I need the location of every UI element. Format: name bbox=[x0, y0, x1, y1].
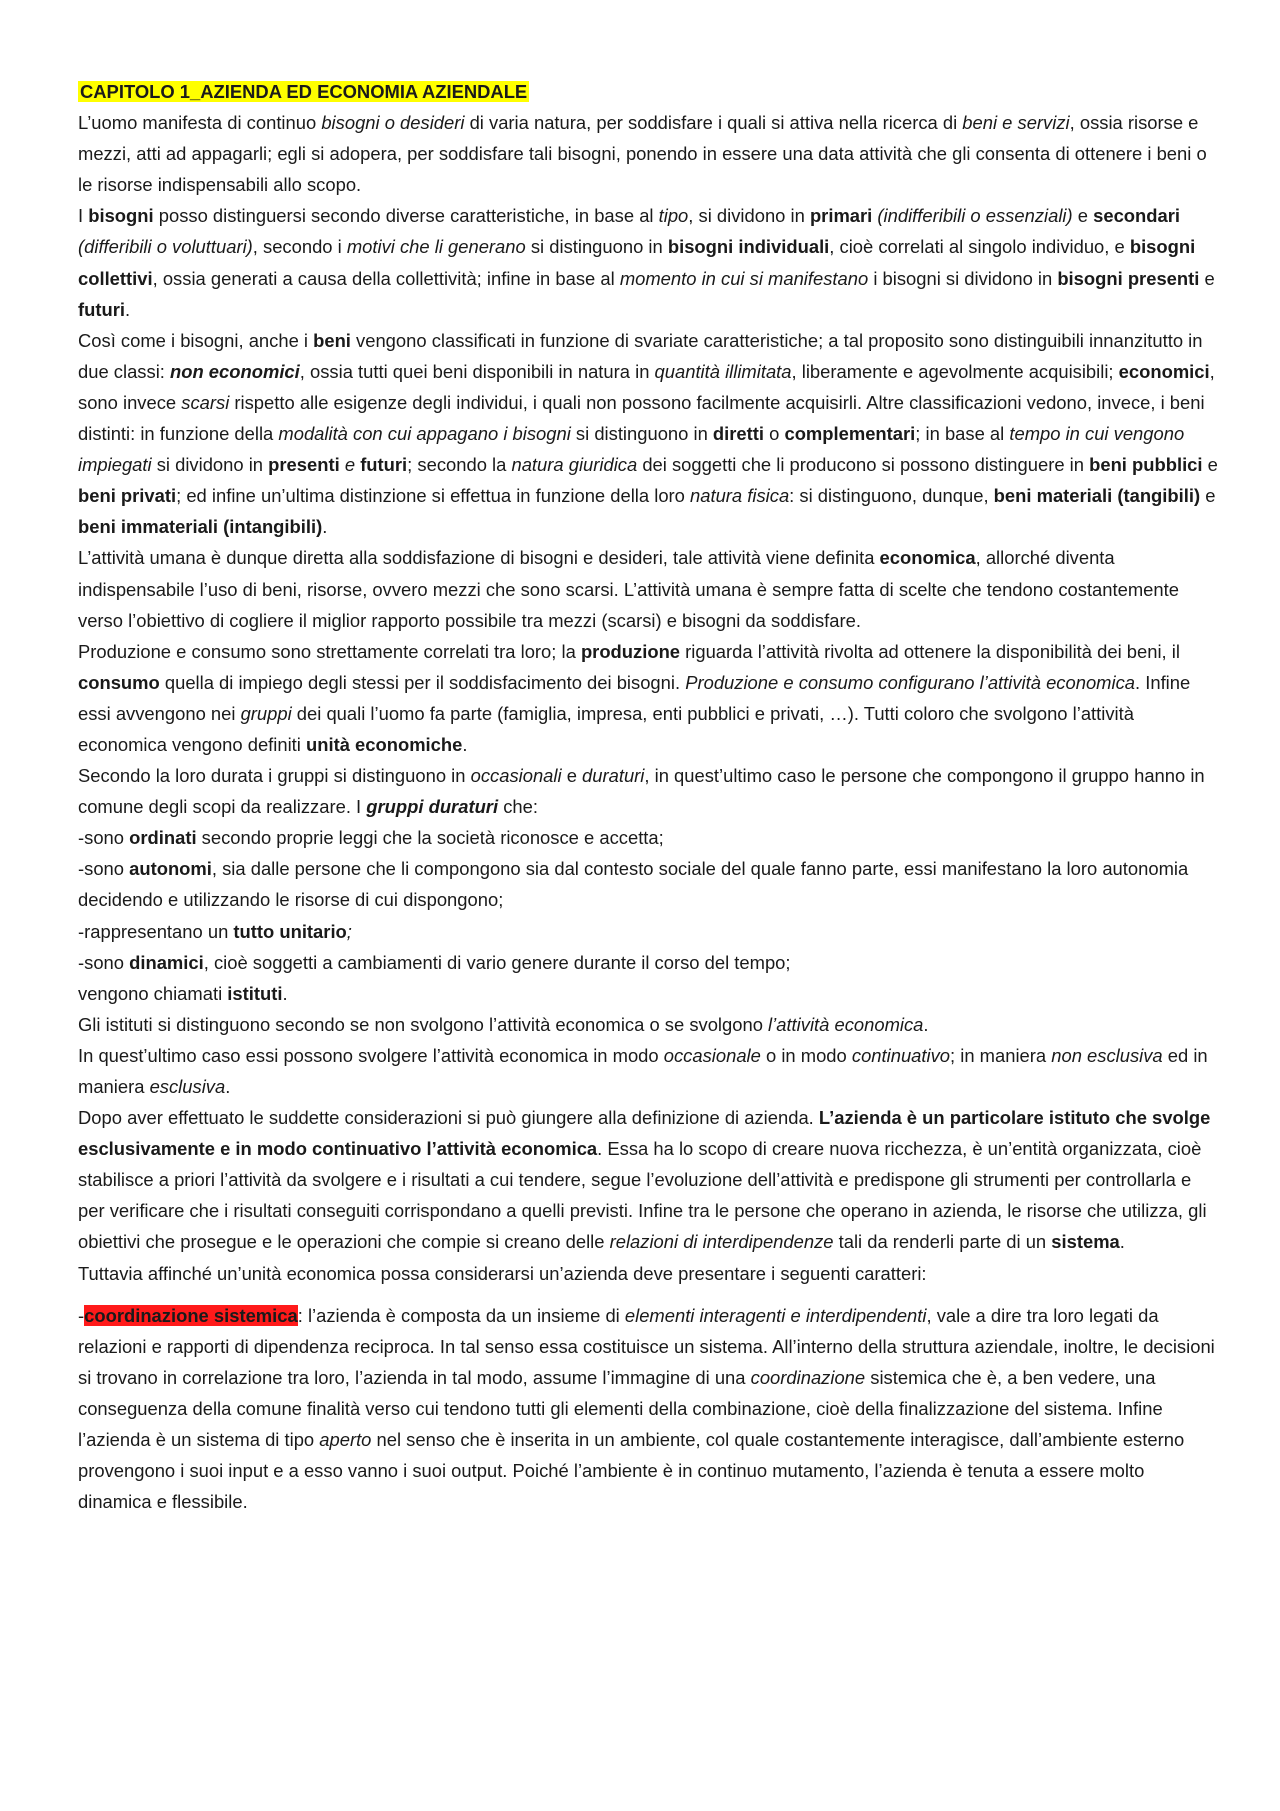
body-paragraph bbox=[78, 542, 1218, 635]
text-run: posso distinguersi secondo diverse caratteristiche, in base al bbox=[153, 205, 659, 227]
body-paragraph bbox=[78, 1009, 1218, 1040]
italic-term: momento in cui si manifestano bbox=[619, 267, 869, 289]
text-run: riguarda l’attività rivolta ad ottenere la disponibilità dei beni, il bbox=[680, 640, 1180, 662]
bold-term: economici bbox=[1118, 360, 1210, 382]
italic-term: occasionale bbox=[663, 1044, 761, 1066]
body-paragraph bbox=[78, 978, 1218, 1009]
text-run: . bbox=[225, 1076, 231, 1097]
text-run: ed in maniera bbox=[78, 1044, 1208, 1097]
body-paragraph bbox=[78, 107, 1218, 200]
italic-term: Produzione e consumo configurano l’attività economica bbox=[685, 671, 1136, 693]
bold-term: futuri bbox=[78, 298, 125, 320]
text-run: di varia natura, per soddisfare i quali si attiva nella ricerca di bbox=[464, 112, 963, 134]
italic-term: tempo in cui vengono impiegati bbox=[78, 423, 1185, 476]
text-run: , ossia generati a causa della collettività; infine in base al bbox=[152, 267, 620, 289]
text-run: e bbox=[561, 765, 583, 787]
body-paragraph bbox=[78, 916, 1218, 947]
text-run: vengono chiamati bbox=[78, 982, 228, 1004]
italic-term: non esclusiva bbox=[1051, 1044, 1163, 1066]
italic-term: scarsi bbox=[181, 391, 230, 413]
bold-term: sistema bbox=[1051, 1231, 1120, 1253]
text-run: Così come i bisogni, anche i bbox=[78, 329, 314, 351]
body-paragraph bbox=[78, 853, 1218, 915]
highlighted-term: coordinazione sistemica bbox=[84, 1304, 298, 1326]
bold-term: beni materiali (tangibili) bbox=[993, 485, 1201, 507]
italic-term: aperto bbox=[319, 1429, 372, 1451]
body-paragraph bbox=[78, 200, 1218, 324]
italic-term: elementi interagenti e interdipendenti bbox=[624, 1304, 927, 1326]
bold-term: beni immateriali (intangibili) bbox=[78, 516, 323, 538]
text-run: -sono bbox=[78, 951, 130, 973]
text-run: e bbox=[1200, 485, 1216, 507]
text-run: ; in base al bbox=[915, 423, 1010, 445]
text-run: L’attività umana è dunque diretta alla soddisfazione di bisogni e desideri, tale attività viene definita bbox=[78, 547, 880, 569]
text-run: -rappresentano un bbox=[78, 920, 234, 942]
text-run: si dividono in bbox=[151, 454, 269, 476]
text-run: . bbox=[322, 516, 328, 538]
bold-term: unità economiche bbox=[306, 733, 463, 755]
text-run: , si dividono in bbox=[688, 205, 810, 227]
text-run: e bbox=[1072, 205, 1094, 227]
text-run: In quest’ultimo caso essi possono svolgere l’attività economica in modo bbox=[78, 1044, 664, 1066]
bold-term: presenti bbox=[268, 454, 340, 476]
italic-term: motivi che li generano bbox=[346, 236, 526, 258]
paragraph-gap bbox=[78, 1289, 1218, 1300]
italic-term: natura giuridica bbox=[511, 454, 638, 476]
body-paragraph bbox=[78, 760, 1218, 822]
text-run: -sono bbox=[78, 827, 130, 849]
text-run: o in modo bbox=[760, 1044, 852, 1066]
final-paragraph bbox=[78, 1300, 1218, 1518]
italic-term: (indifferibili o essenziali) bbox=[877, 205, 1073, 227]
text-run: Produzione e consumo sono strettamente correlati tra loro; la bbox=[78, 640, 581, 662]
text-run: , secondo i bbox=[252, 236, 347, 258]
text-run: sistemica che è, a ben vedere, una conseguenza della comune finalità verso cui tendono tutti gli elementi della combinazione, cioè della finalizzazione del sistema. Infine l’azienda è un sistema di tipo bbox=[78, 1366, 1163, 1451]
text-run: , sono invece bbox=[78, 360, 1215, 413]
italic-term: esclusiva bbox=[149, 1076, 226, 1097]
text-run: , ossia tutti quei beni disponibili in natura in bbox=[299, 360, 655, 382]
text-run: - bbox=[78, 1304, 85, 1326]
text-run: si distinguono in bbox=[570, 423, 713, 445]
text-run: . bbox=[923, 1013, 929, 1035]
text-run: , cioè soggetti a cambiamenti di vario genere durante il corso del tempo; bbox=[203, 951, 791, 973]
italic-term: continuativo bbox=[851, 1044, 951, 1066]
text-run: : si distinguono, dunque, bbox=[789, 485, 994, 507]
bold-term: ordinati bbox=[129, 827, 197, 849]
text-run: ; secondo la bbox=[407, 454, 512, 476]
bold-term: istituti bbox=[227, 982, 283, 1004]
text-run: dei soggetti che li producono si possono distinguere in bbox=[637, 454, 1090, 476]
italic-term: gruppi bbox=[240, 702, 292, 724]
italic-term: relazioni di interdipendenze bbox=[609, 1231, 834, 1253]
bold-term: beni pubblici bbox=[1089, 454, 1203, 476]
text-run: Dopo aver effettuato le suddette considerazioni si può giungere alla definizione di azienda. bbox=[78, 1107, 819, 1129]
document-page bbox=[78, 76, 1218, 1517]
text-run: ; ed infine un’ultima distinzione si effettua in funzione della loro bbox=[176, 485, 691, 507]
text-run: che: bbox=[498, 796, 538, 818]
body-paragraph bbox=[78, 822, 1218, 853]
text-run: Tuttavia affinché un’unità economica possa considerarsi un’azienda deve presentare i seguenti caratteri: bbox=[78, 1262, 927, 1284]
italic-term: ; bbox=[346, 920, 352, 942]
text-run: . Infine essi avvengono nei bbox=[78, 671, 1191, 724]
text-run: Gli istituti si distinguono secondo se non svolgono l’attività economica o se svolgono bbox=[78, 1013, 769, 1035]
body-paragraph bbox=[78, 636, 1218, 760]
bold-term: diretti bbox=[712, 423, 765, 445]
text-run: . bbox=[462, 733, 468, 755]
chapter-title bbox=[78, 76, 1218, 107]
bold-term: primari bbox=[809, 205, 873, 227]
italic-term: duraturi bbox=[582, 765, 645, 787]
italic-term: modalità con cui appagano i bisogni bbox=[278, 423, 571, 445]
bold-term: produzione bbox=[580, 640, 681, 662]
bold-term: complementari bbox=[784, 423, 916, 445]
body-paragraph bbox=[78, 1040, 1218, 1102]
italic-term: natura fisica bbox=[690, 485, 790, 507]
italic-term: beni e servizi bbox=[962, 112, 1070, 134]
bold-term: futuri bbox=[360, 454, 408, 476]
text-run: quella di impiego degli stessi per il soddisfacimento dei bisogni. bbox=[159, 671, 686, 693]
bold-term: beni privati bbox=[78, 485, 177, 507]
text-run: . bbox=[282, 982, 288, 1004]
text-run: . Essa ha lo scopo di creare nuova ricchezza, è un’entità organizzata, cioè stabilisce a priori l’attività da svolgere e i risultati a cui tendere, segue l’evoluzione dell’attività e predispone gli strumenti per controllarla e per verificare che i risultati conseguiti corrispondano a quelli previsti. Infine tra le persone che operano in azienda, le risorse che utilizza, gli obiettivi che prosegue e le operazioni che compie si creano delle bbox=[78, 1138, 1207, 1253]
text-run: I bbox=[78, 205, 89, 227]
italic-term: tipo bbox=[658, 205, 689, 227]
text-run: . bbox=[1119, 1231, 1125, 1253]
body-paragraph bbox=[78, 1102, 1218, 1257]
text-run: Secondo la loro durata i gruppi si distinguono in bbox=[78, 765, 471, 787]
body-paragraph bbox=[78, 1258, 1218, 1289]
bold-term: L’azienda è un particolare istituto che svolge esclusivamente e in modo continuativo l’attività economica bbox=[78, 1107, 1211, 1160]
text-run: L’uomo manifesta di continuo bbox=[78, 112, 322, 134]
text-run: e bbox=[1202, 454, 1218, 476]
bold-term: non economici bbox=[170, 360, 300, 382]
chapter-title-highlight: CAPITOLO 1_AZIENDA ED ECONOMIA AZIENDALE bbox=[80, 81, 528, 102]
italic-term: quantità illimitata bbox=[654, 360, 792, 382]
bold-term: autonomi bbox=[129, 858, 212, 880]
bold-term: economica bbox=[879, 547, 976, 569]
text-run: vengono classificati in funzione di svariate caratteristiche; a tal proposito sono distinguibili innanzitutto in due classi: bbox=[78, 329, 1203, 382]
text-run: , cioè correlati al singolo individuo, e bbox=[829, 236, 1130, 258]
body-paragraph bbox=[78, 325, 1218, 543]
bold-term: dinamici bbox=[129, 951, 204, 973]
bold-term: beni bbox=[313, 329, 351, 351]
italic-term: occasionali bbox=[470, 765, 562, 787]
bold-term: consumo bbox=[78, 671, 160, 693]
text-run: , allorché diventa indispensabile l’uso di beni, risorse, ovvero mezzi che sono scarsi. L’attività umana è sempre fatta di scelte che tendono costantemente verso l’obiettivo di cogliere il miglior rapporto possibile tra mezzi (scarsi) e bisogni da soddisfare. bbox=[78, 547, 1179, 631]
text-run: e bbox=[1199, 267, 1215, 289]
text-run: ; in maniera bbox=[950, 1044, 1052, 1066]
text-run: dei quali l’uomo fa parte (famiglia, impresa, enti pubblici e privati, …). Tutti coloro che svolgono l’attività economica vengono definiti bbox=[78, 702, 1134, 755]
text-run: , sia dalle persone che li compongono sia dal contesto sociale del quale fanno parte, essi manifestano la loro autonomia decidendo e utilizzando le risorse di cui dispongono; bbox=[78, 858, 1189, 911]
bold-term: bisogni presenti bbox=[1057, 267, 1200, 289]
text-run: i bisogni si dividono in bbox=[868, 267, 1058, 289]
italic-term: coordinazione bbox=[750, 1366, 866, 1388]
bold-term: secondari bbox=[1093, 205, 1180, 227]
text-run: si distinguono in bbox=[525, 236, 668, 258]
bold-term: gruppi duraturi bbox=[366, 796, 499, 818]
text-run: secondo proprie leggi che la società riconosce e accetta; bbox=[196, 827, 664, 849]
bold-term: bisogni bbox=[88, 205, 154, 227]
italic-term: (differibili o voluttuari) bbox=[78, 236, 253, 258]
text-run: , ossia risorse e mezzi, atti ad appagarli; egli si adopera, per soddisfare tali bisogni, ponendo in essere una data attività che gli consenta di ottenere i beni o le risorse indispensabili allo scopo. bbox=[78, 112, 1207, 196]
body-paragraphs bbox=[78, 107, 1218, 1289]
text-run: nel senso che è inserita in un ambiente, col quale costantemente interagisce, dall’ambiente esterno provengono i suoi input e a esso vanno i suoi output. Poiché l’ambiente è in continuo mutamento, l’azienda è tenuta a essere molto dinamica e flessibile. bbox=[78, 1429, 1185, 1513]
text-run: : l’azienda è composta da un insieme di bbox=[297, 1304, 625, 1326]
bold-term: tutto unitario bbox=[233, 920, 347, 942]
text-run: , in quest’ultimo caso le persone che compongono il gruppo hanno in comune degli scopi da realizzare. I bbox=[78, 765, 1205, 818]
italic-term: e bbox=[344, 454, 356, 476]
italic-term: bisogni o desideri bbox=[321, 112, 465, 134]
text-run: , vale a dire tra loro legati da relazioni e rapporti di dipendenza reciproca. In tal senso essa costituisce un sistema. All’interno della struttura aziendale, inoltre, le decisioni si trovano in correlazione tra loro, l’azienda in tal modo, assume l’immagine di una bbox=[78, 1304, 1215, 1388]
body-paragraph bbox=[78, 947, 1218, 978]
bold-term: bisogni collettivi bbox=[78, 236, 1196, 289]
italic-term: l’attività economica bbox=[768, 1013, 924, 1035]
text-run: -sono bbox=[78, 858, 130, 880]
text-run: rispetto alle esigenze degli individui, i quali non possono facilmente acquisirli. Altre classificazioni vedono, invece, i beni distinti: in funzione della bbox=[78, 391, 1205, 445]
text-run: tali da renderli parte di un bbox=[833, 1231, 1052, 1253]
text-run: . bbox=[124, 298, 131, 320]
bold-term: bisogni individuali bbox=[667, 236, 830, 258]
text-run: , liberamente e agevolmente acquisibili; bbox=[791, 360, 1119, 382]
text-run: o bbox=[764, 423, 785, 445]
